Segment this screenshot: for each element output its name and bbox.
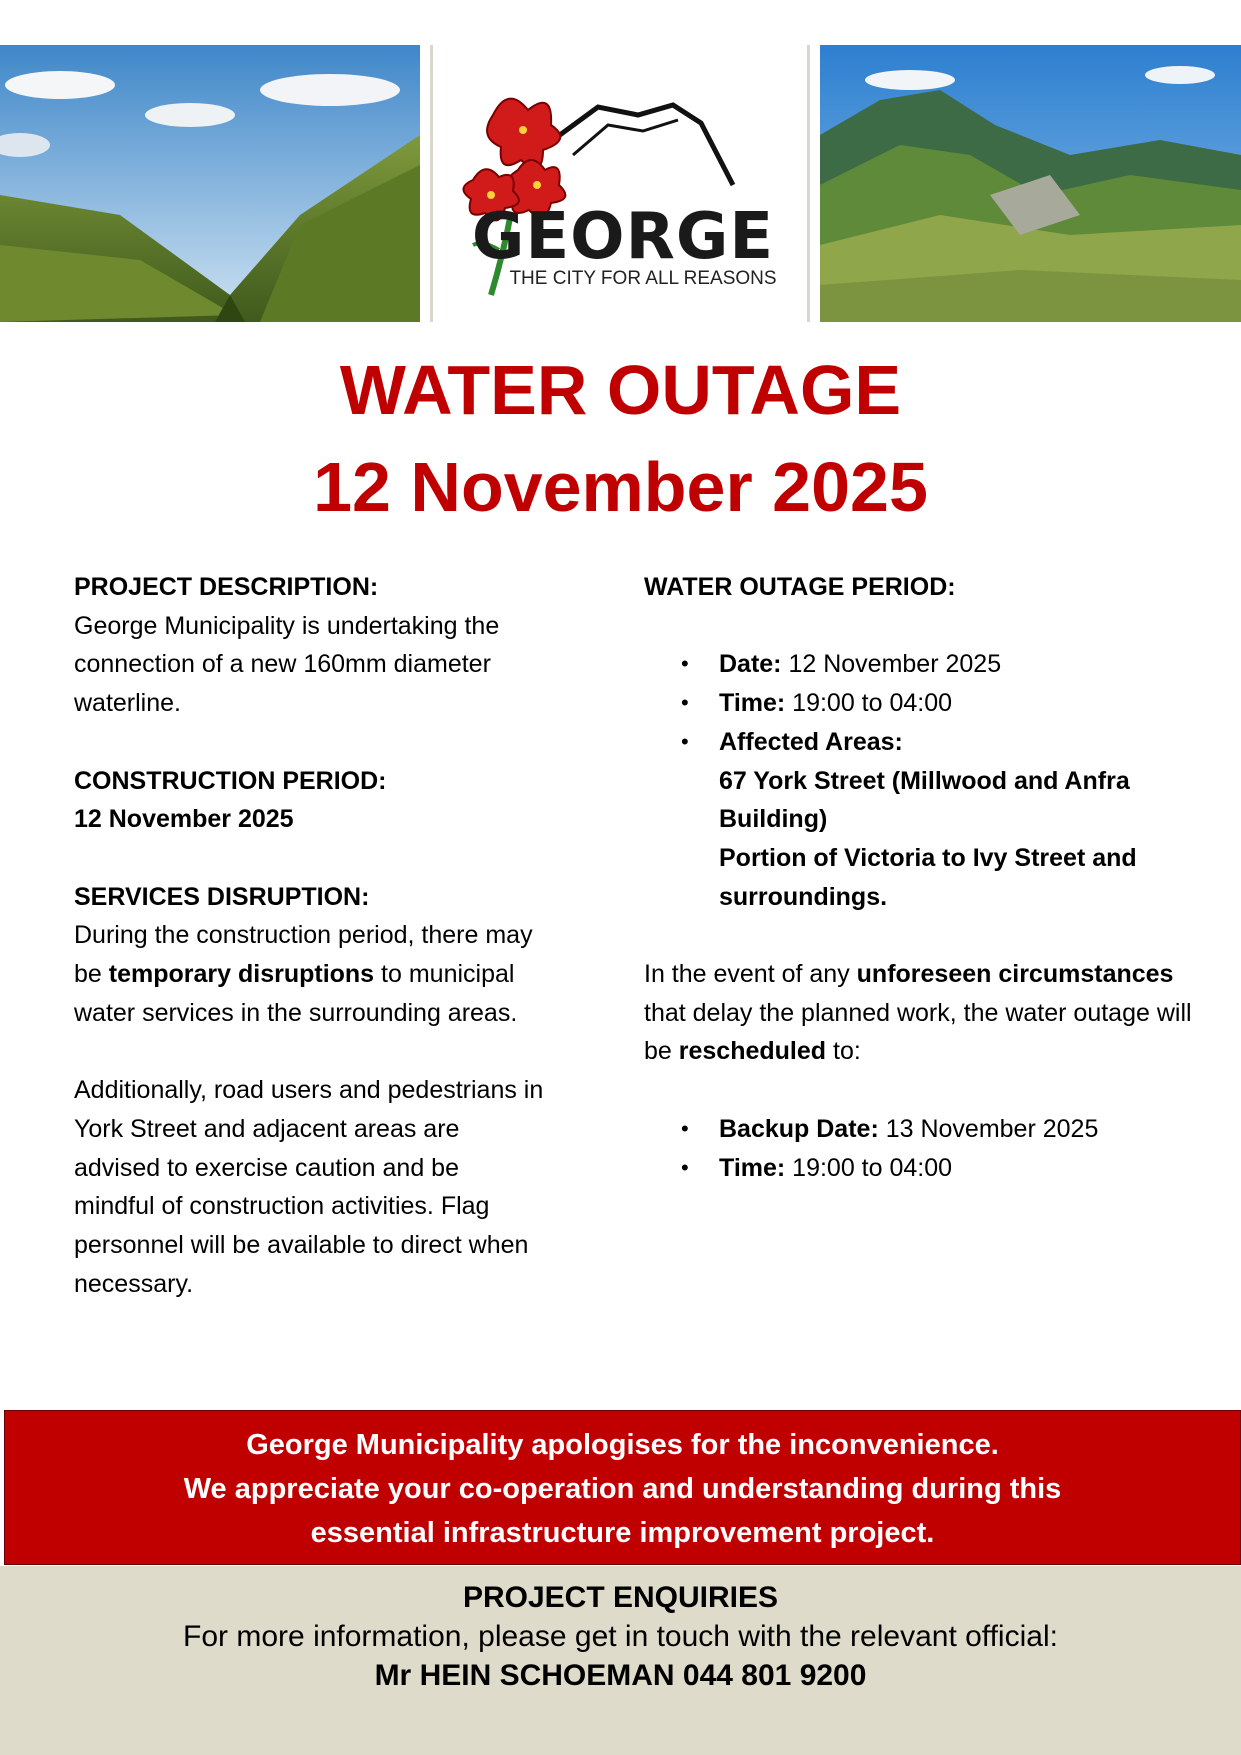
list-item: • Backup Date: 13 November 2025	[644, 1110, 1204, 1149]
outage-period-heading: WATER OUTAGE PERIOD:	[644, 573, 956, 601]
mountain-peak-photo	[820, 45, 1241, 322]
apology-banner	[4, 1410, 1241, 1565]
project-enquiries-section	[0, 1566, 1241, 1755]
left-column	[74, 568, 544, 1303]
mountain-valley-photo	[0, 45, 420, 322]
affected-area-1: 67 York Street (Millwood and Anfra Building)	[719, 766, 1130, 834]
additional-caution-text: Additionally, road users and pedestrians in York Street and adjacent areas are advised to exercise caution and be mindful of construction activities. Flag personnel will be available to direct when necessary.	[74, 1076, 544, 1298]
affected-area-2: Portion of Victoria to Ivy Street and surroundings.	[719, 843, 1137, 911]
outage-date-title: 12 November 2025	[313, 448, 928, 526]
enquiries-heading: PROJECT ENQUIRIES	[462, 1581, 779, 1614]
services-disruption-text: During the construction period, there may be temporary disruptions to municipal water services in the surrounding areas.	[74, 921, 533, 1027]
contact-person: Mr HEIN SCHOEMAN 044 801 9200	[374, 1659, 867, 1692]
george-logo	[430, 45, 810, 322]
list-item: • Affected Areas: 67 York Street (Millwood and Anfra Building) Portion of Victoria to Ivy Street and surroundings.	[644, 723, 1204, 917]
services-disruption-heading: SERVICES DISRUPTION:	[74, 882, 370, 911]
outage-details-list	[644, 645, 1204, 916]
apology-line-3: essential infrastructure improvement project.	[310, 1517, 935, 1549]
list-item: • Time: 19:00 to 04:00	[644, 684, 1204, 723]
page-title: WATER OUTAGE	[339, 351, 902, 429]
apology-line-1: George Municipality apologises for the inconvenience.	[246, 1429, 999, 1461]
backup-details-list	[644, 1110, 1204, 1187]
list-item: • Date: 12 November 2025	[644, 645, 1204, 684]
reschedule-text: In the event of any unforeseen circumstances that delay the planned work, the water outage will be rescheduled to:	[644, 960, 1192, 1066]
construction-period-date: 12 November 2025	[74, 805, 294, 834]
project-description-heading: PROJECT DESCRIPTION:	[74, 573, 379, 601]
construction-period-heading: CONSTRUCTION PERIOD:	[74, 766, 387, 795]
logo-tagline: THE CITY FOR ALL REASONS	[509, 268, 777, 289]
apology-line-2: We appreciate your co-operation and understanding during this	[183, 1473, 1062, 1505]
enquiries-text: For more information, please get in touch with the relevant official:	[183, 1620, 1058, 1653]
logo-wordmark: GEORGE	[471, 200, 775, 274]
list-item: • Time: 19:00 to 04:00	[644, 1149, 1204, 1188]
project-description-text: George Municipality is undertaking the connection of a new 160mm diameter waterline.	[74, 611, 500, 718]
right-column	[644, 568, 1204, 1187]
header-banner	[0, 45, 1241, 322]
